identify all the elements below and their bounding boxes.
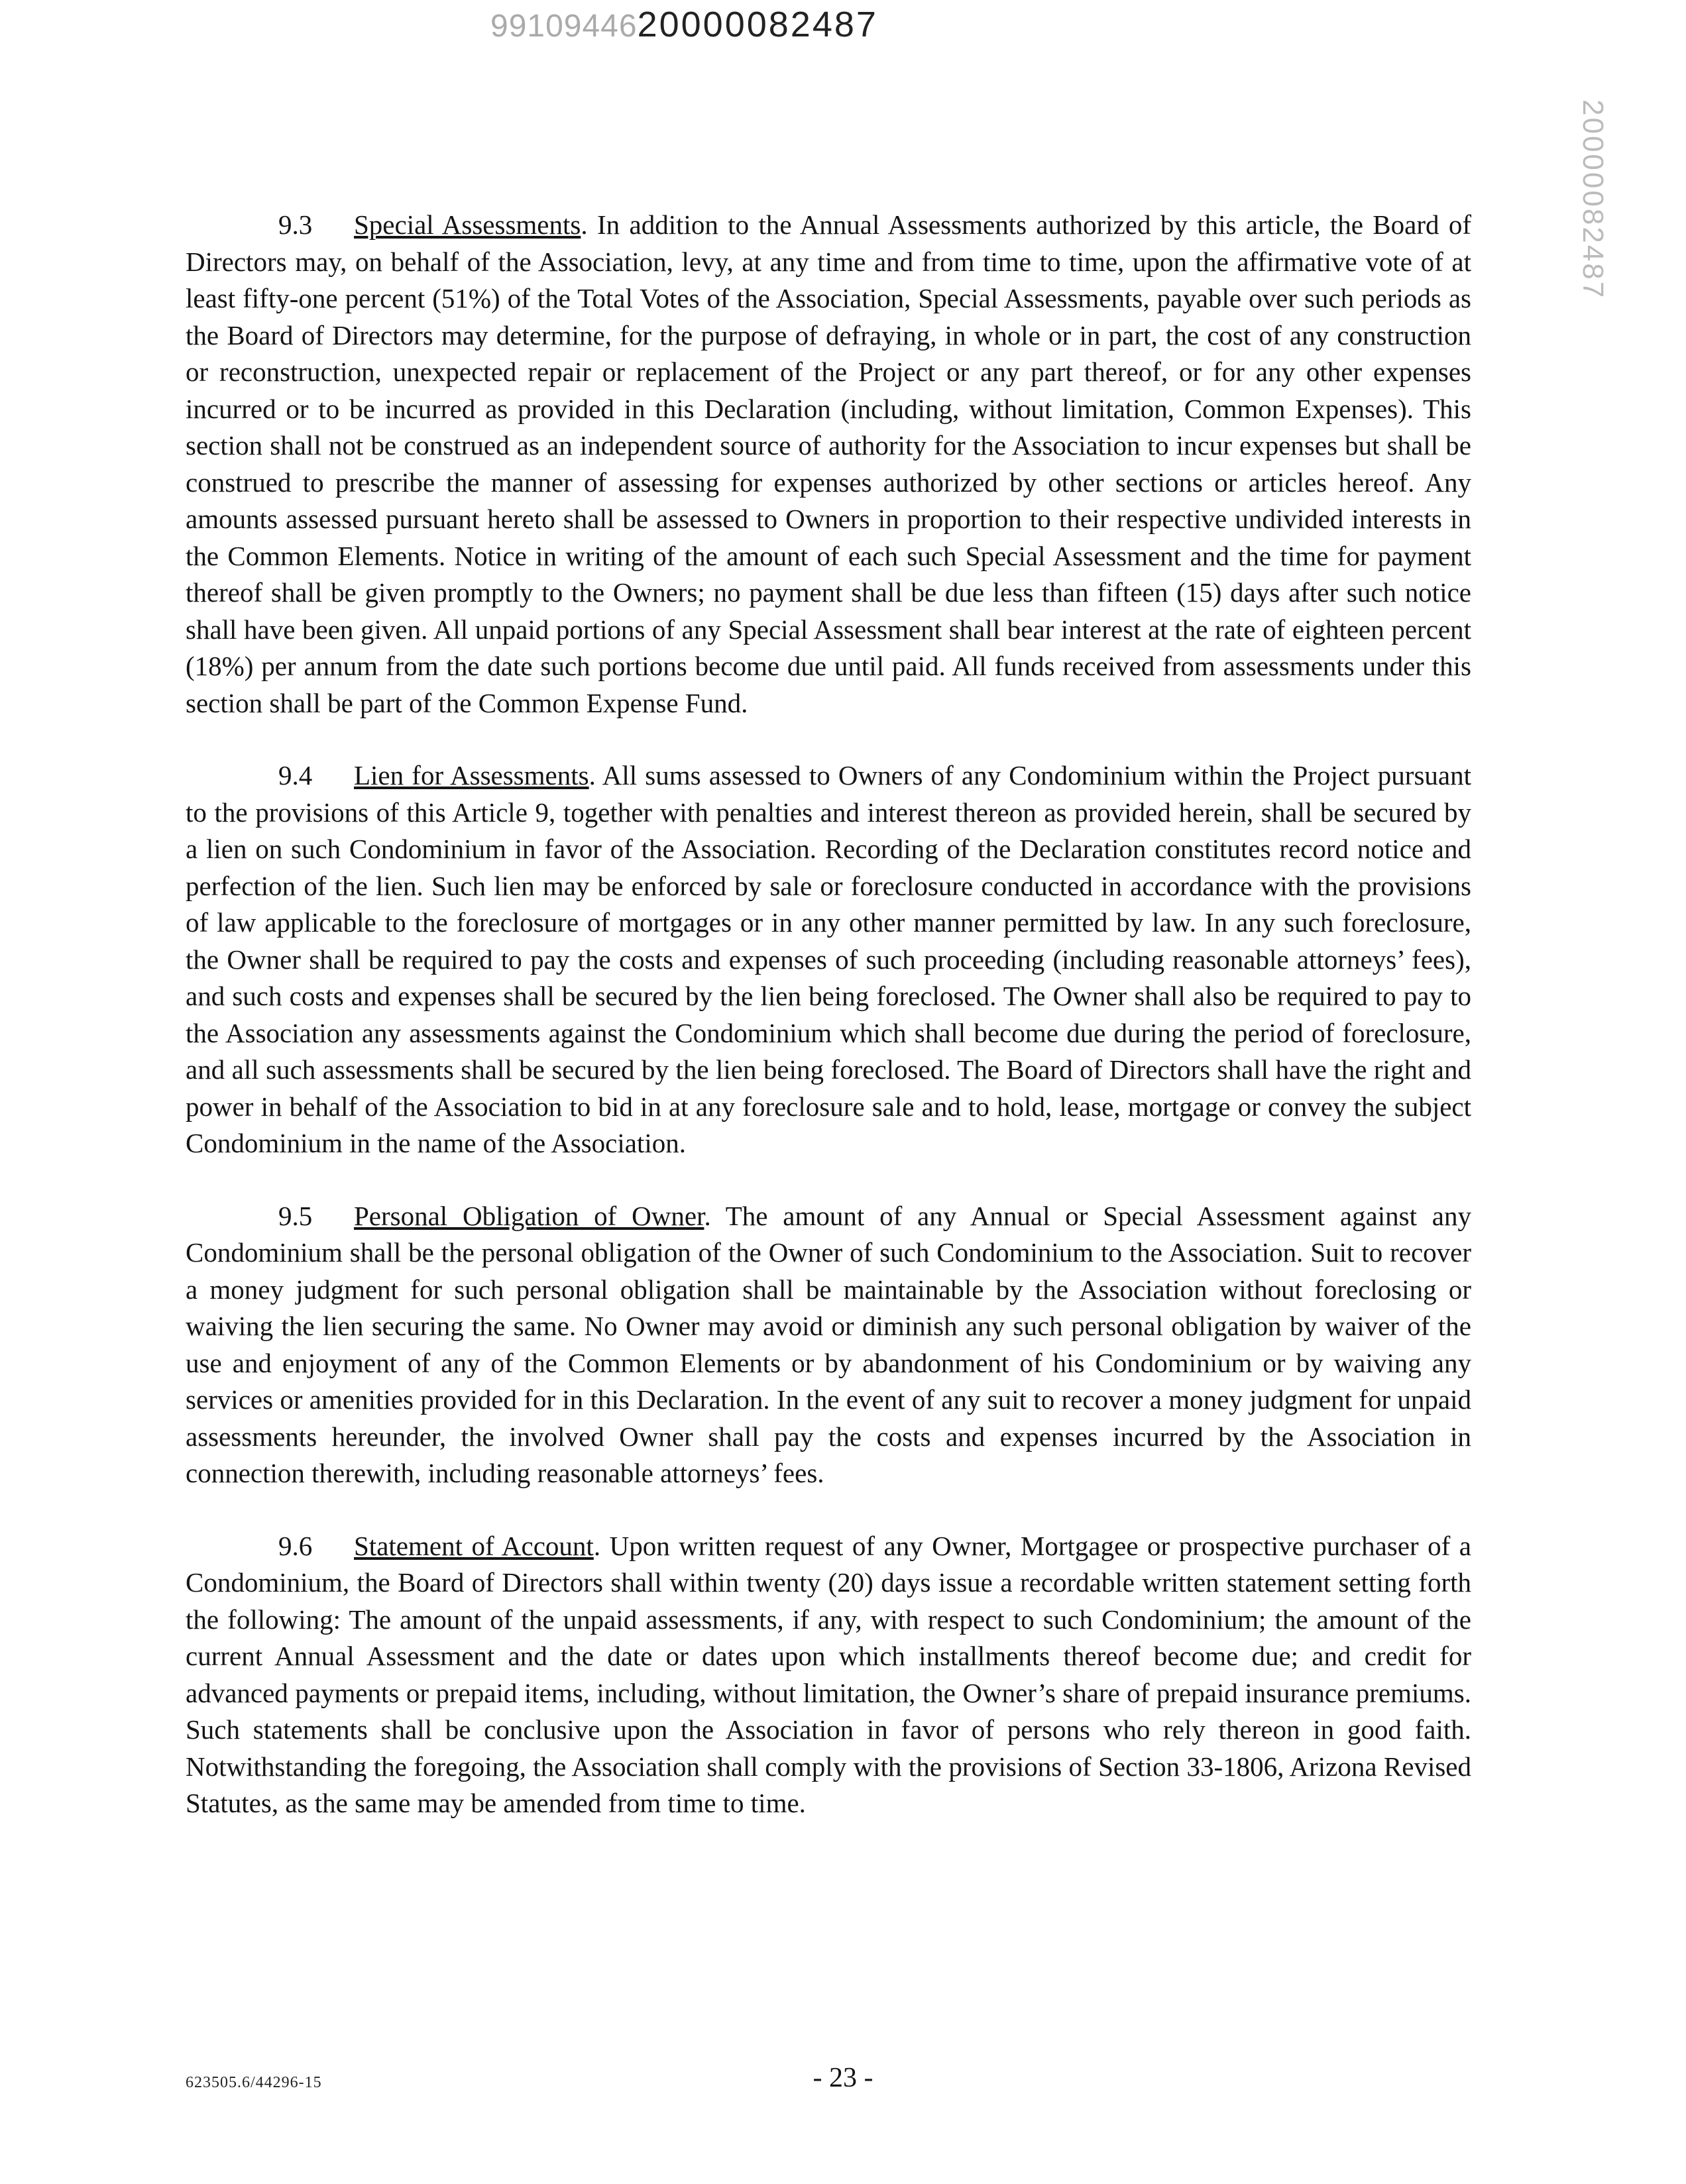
section-body: In addition to the Annual Assessments authorized by this article, the Board of Directors may, on behalf of the Association, levy, at any time and from time to time, upon the affirmative vote of at least fifty-one percent (51%) of the Total Votes of the Association, Special Assessments, payable over such periods as the Board of Directors may determine, for the purpose of defraying, in whole or in part, the cost of any construction or reconstruction, unexpected repair or replacement of the Project or any part thereof, or for any other expenses incurred or to be incurred as provided in this Declaration (including, without limitation, Common Expenses). This section shall not be construed as an independent source of authority for the Association to incur expenses but shall be construed to prescribe the manner of assessing for expenses authorized by other sections or articles hereof. Any amounts assessed pursuant hereto shall be assessed to Owners in proportion to their respective undivided interests in the Common Elements. Notice in writing of the amount of each such Special Assessment and the time for payment thereof shall be given promptly to the Owners; no payment shall be due less than fifteen (15) days after such notice shall have been given. All unpaid portions of any Special Assessment shall bear interest at the rate of eighteen percent (18%) per annum from the date such portions become due until paid. All funds received from assessments under this section shall be part of the Common Expense Fund. (186, 209, 1472, 718)
document-body (186, 207, 1471, 1858)
document-id: 623505.6/44296-15 (186, 2074, 322, 2091)
section-number: 9.6 (278, 1530, 313, 1561)
recording-stamp (490, 4, 878, 45)
section-heading: Statement of Account (354, 1530, 594, 1561)
section-body: All sums assessed to Owners of any Condominium within the Project pursuant to the provisions of this Article 9, together with penalties and interest thereon as provided herein, shall be secured by a lien on such Condominium in favor of the Association. Recording of the Declaration constitutes record notice and perfection of the lien. Such lien may be enforced by sale or foreclosure conducted in accordance with the provisions of law applicable to the foreclosure of mortgages or in any other manner permitted by law. In any such foreclosure, the Owner shall be required to pay the costs and expenses of such proceeding (including reasonable attorneys’ fees), and such costs and expenses shall be secured by the lien being foreclosed. The Owner shall also be required to pay to the Association any assessments against the Condominium which shall become due during the period of foreclosure, and all such assessments shall be secured by the lien being foreclosed. The Board of Directors shall have the right and power in behalf of the Association to bid in at any foreclosure sale and to hold, lease, mortgage or convey the subject Condominium in the name of the Association. (186, 760, 1471, 1158)
section-heading: Lien for Assessments (354, 760, 589, 791)
section-heading: Personal Obligation of Owner (354, 1200, 704, 1231)
section-9-3: 9.3 Special Assessments. In addition to the Annual Assessments authorized by this article, the Board of Directors may, on behalf of the Association, levy, at any time and from time to time, upon the affirmative vote of at least fifty-one percent (51%) of the Total Votes of the Association, Special Assessments, payable over such periods as the Board of Directors may determine, for the purpose of defraying, in whole or in part, the cost of any construction or reconstruction, unexpected repair or replacement of the Project or any part thereof, or for any other expenses incurred or to be incurred as provided in this Declaration (including, without limitation, Common Expenses). This section shall not be construed as an independent source of authority for the Association to incur expenses but shall be construed to prescribe the manner of assessing for expenses authorized by other sections or articles hereof. Any amounts assessed pursuant hereto shall be assessed to Owners in proportion to their respective undivided interests in the Common Elements. Notice in writing of the amount of each such Special Assessment and the time for payment thereof shall be given promptly to the Owners; no payment shall be due less than fifteen (15) days after such notice shall have been given. All unpaid portions of any Special Assessment shall bear interest at the rate of eighteen percent (18%) per annum from the date such portions become due until paid. All funds received from assessments under this section shall be part of the Common Expense Fund. (186, 207, 1471, 722)
section-number: 9.3 (278, 209, 313, 240)
section-9-6: 9.6 Statement of Account. Upon written request of any Owner, Mortgagee or prospective purchaser of a Condominium, the Board of Directors shall within twenty (20) days issue a recordable written statement setting forth the following: The amount of the unpaid assessments, if any, with respect to such Condominium; the amount of the current Annual Assessment and the date or dates upon which installments thereof become due; and credit for advanced payments or prepaid items, including, without limitation, the Owner’s share of prepaid insurance premiums. Such statements shall be conclusive upon the Association in favor of persons who rely thereon in good faith. Notwithstanding the foregoing, the Association shall comply with the provisions of Section 33-1806, Arizona Revised Statutes, as the same may be amended from time to time. (186, 1528, 1471, 1822)
section-number: 9.5 (278, 1200, 313, 1231)
section-9-4: 9.4 Lien for Assessments. All sums assessed to Owners of any Condominium within the Project pursuant to the provisions of this Article 9, together with penalties and interest thereon as provided herein, shall be secured by a lien on such Condominium in favor of the Association. Recording of the Declaration constitutes record notice and perfection of the lien. Such lien may be enforced by sale or foreclosure conducted in accordance with the provisions of law applicable to the foreclosure of mortgages or in any other manner permitted by law. In any such foreclosure, the Owner shall be required to pay the costs and expenses of such proceeding (including reasonable attorneys’ fees), and such costs and expenses shall be secured by the lien being foreclosed. The Owner shall also be required to pay to the Association any assessments against the Condominium which shall become due during the period of foreclosure, and all such assessments shall be secured by the lien being foreclosed. The Board of Directors shall have the right and power in behalf of the Association to bid in at any foreclosure sale and to hold, lease, mortgage or convey the subject Condominium in the name of the Association. (186, 757, 1471, 1162)
section-body: The amount of any Annual or Special Assessment against any Condominium shall be the personal obligation of the Owner of such Condominium to the Association. Suit to recover a money judgment for such personal obligation shall be maintainable by the Association without foreclosing or waiving the lien securing the same. No Owner may avoid or diminish any such personal obligation by waiver of the use and enjoyment of any of the Common Elements or by abandonment of his Condominium or by waiving any services or amenities provided for in this Declaration. In the event of any suit to recover a money judgment for unpaid assessments hereunder, the involved Owner shall pay the costs and expenses incurred by the Association in connection therewith, including reasonable attorneys’ fees. (186, 1200, 1471, 1488)
recording-number: 20000082487 (637, 5, 878, 44)
page-number: - 23 - (813, 2063, 873, 2093)
recording-stamp-faint: 99109446 (490, 9, 638, 44)
section-heading: Special Assessments (354, 209, 581, 240)
section-body: Upon written request of any Owner, Mortgagee or prospective purchaser of a Condominium, the Board of Directors shall within twenty (20) days issue a recordable written statement setting forth the following: The amount of the unpaid assessments, if any, with respect to such Condominium; the amount of the current Annual Assessment and the date or dates upon which installments thereof become due; and credit for advanced payments or prepaid items, including, without limitation, the Owner’s share of prepaid insurance premiums. Such statements shall be conclusive upon the Association in favor of persons who rely thereon in good faith. Notwithstanding the foregoing, the Association shall comply with the provisions of Section 33-1806, Arizona Revised Statutes, as the same may be amended from time to time. (186, 1530, 1472, 1818)
section-number: 9.4 (278, 760, 313, 791)
section-9-5: 9.5 Personal Obligation of Owner. The amount of any Annual or Special Assessment against any Condominium shall be the personal obligation of the Owner of such Condominium to the Association. Suit to recover a money judgment for such personal obligation shall be maintainable by the Association without foreclosing or waiving the lien securing the same. No Owner may avoid or diminish any such personal obligation by waiver of the use and enjoyment of any of the Common Elements or by abandonment of his Condominium or by waiving any services or amenities provided for in this Declaration. In the event of any suit to recover a money judgment for unpaid assessments hereunder, the involved Owner shall pay the costs and expenses incurred by the Association in connection therewith, including reasonable attorneys’ fees. (186, 1198, 1471, 1492)
side-recording-stamp: 20000082487 (1577, 99, 1609, 300)
